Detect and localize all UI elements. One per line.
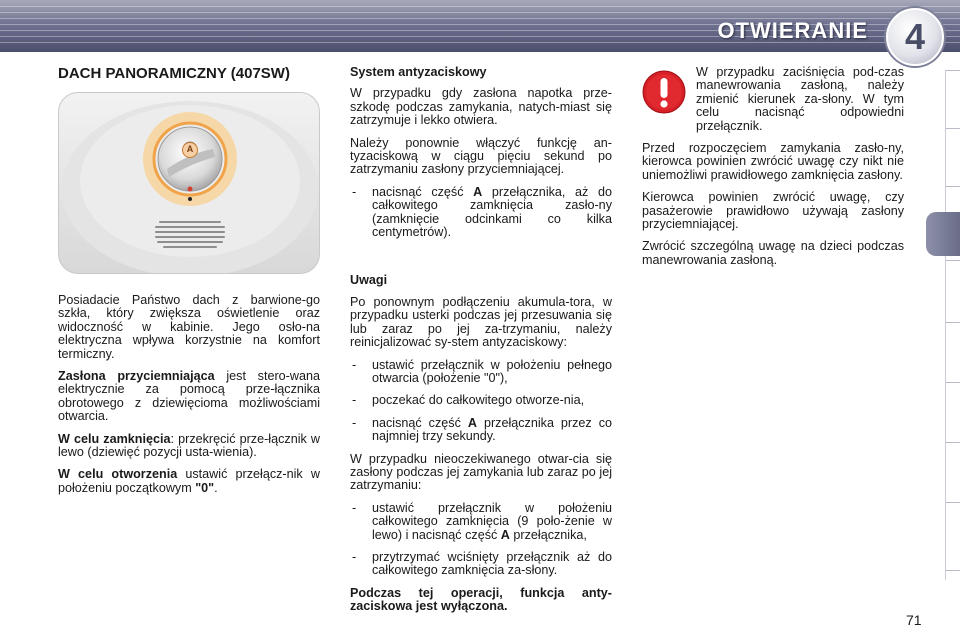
- list-item: - ustawić przełącznik w położeniu całkowitego zamknięcia (9 poło-żenie w lewo) i nacisnąć część A przełącznika,: [352, 500, 612, 542]
- column-3: [642, 66, 904, 276]
- paragraph: W przypadku gdy zasłona napotka prze-szkodę podczas zamykania, natych-miast się zatrzymuje i lekko otwiera.: [350, 86, 612, 128]
- list-item: - ustawić przełącznik w położeniu pełnego otwarcia (położenie "0"),: [352, 357, 612, 385]
- chapter-badge: [886, 8, 944, 66]
- paragraph: W celu otworzenia ustawić przełącz-nik w położeniu początkowym "0".: [58, 467, 320, 495]
- column-2: [350, 66, 612, 623]
- paragraph: Przed rozpoczęciem zamykania zasło-ny, kierowca powinien zwrócić uwagę czy nikt nie uniemożliwi prawidłowego zamknięcia zasłony.: [642, 141, 904, 182]
- paragraph: W przypadku nieoczekiwanego otwar-cia się zasłony podczas jej zamykania lub zaraz po jej zatrzymaniu:: [350, 451, 612, 493]
- column-1: [58, 66, 320, 504]
- list-item: - nacisnąć część A przełącznika przez co najmniej trzy sekundy.: [352, 415, 612, 444]
- paragraph: Należy ponownie włączyć funkcję an-tyzaciskową w ciągu pięciu sekund po zatrzymaniu zasłony przyciemniającej.: [350, 135, 612, 177]
- active-chapter-tab[interactable]: [926, 212, 960, 256]
- list-item: - przytrzymać wciśnięty przełącznik aż do całkowitego zamknięcia za-słony.: [352, 549, 612, 578]
- paragraph: Posiadacie Państwo dach z barwione-go szkła, który zwiększa oświetlenie oraz widoczność w kabinie. Jego osło-na elektryczna wpływa korzystnie na komfort termiczny.: [58, 293, 320, 361]
- warning-block: [642, 66, 904, 133]
- subsection-title: System antyzaciskowy: [350, 65, 487, 79]
- chapter-thumb-tabs: [930, 70, 960, 580]
- paragraph: Zwrócić szczególną uwagę na dzieci podczas manewrowania zasłoną.: [642, 239, 904, 267]
- exclamation-warning-icon: [642, 70, 686, 114]
- subsection-title: Uwagi: [350, 273, 388, 288]
- label-a-marker: [182, 142, 198, 158]
- list-item: - poczekać do całkowitego otworze-nia,: [352, 393, 585, 408]
- paragraph: Kierowca powinien zwrócić uwagę, czy pasażerowie prawidłowo używają zasłony przyciemniającej.: [642, 190, 904, 232]
- list-item: - nacisnąć część A przełącznika, aż do całkowitego zamknięcia zasło-ny (zamknięcie odcinkami co kilka centymetrów).: [352, 184, 612, 240]
- section-title: DACH PANORAMICZNY (407SW): [58, 65, 290, 82]
- chapter-header: [0, 0, 960, 52]
- sunblind-switch-illustration: [58, 92, 320, 274]
- roof-console-drawing: [59, 93, 320, 274]
- label-a: A: [186, 144, 194, 155]
- paragraph: Zasłona przyciemniająca jest stero-wana elektrycznie za pomocą prze-łącznika obrotowego z dziewięcioma możliwościami otwarcia.: [58, 369, 320, 424]
- chapter-title: OTWIERANIE: [717, 18, 868, 43]
- paragraph: Po ponownym podłączeniu akumula-tora, w przypadku usterki podczas jej przesuwania się lub zaraz po jej za-trzymaniu, należy reinicjalizować sy-stem antyzaciskowy:: [350, 294, 612, 350]
- paragraph: W celu zamknięcia: przekręcić prze-łącznik w lewo (dziewięć pozycji usta-wienia).: [58, 431, 320, 460]
- paragraph-bold: Podczas tej operacji, funkcja anty-zaciskowa jest wyłączona.: [350, 585, 612, 614]
- page-number: 71: [906, 612, 922, 628]
- warning-paragraph: W przypadku zaciśnięcia pod-czas manewrowania zasłoną, należy zmienić kierunek za-słony. W tym celu nacisnąć odpowiedni przełącznik.: [696, 65, 904, 133]
- chapter-number: 4: [904, 16, 926, 57]
